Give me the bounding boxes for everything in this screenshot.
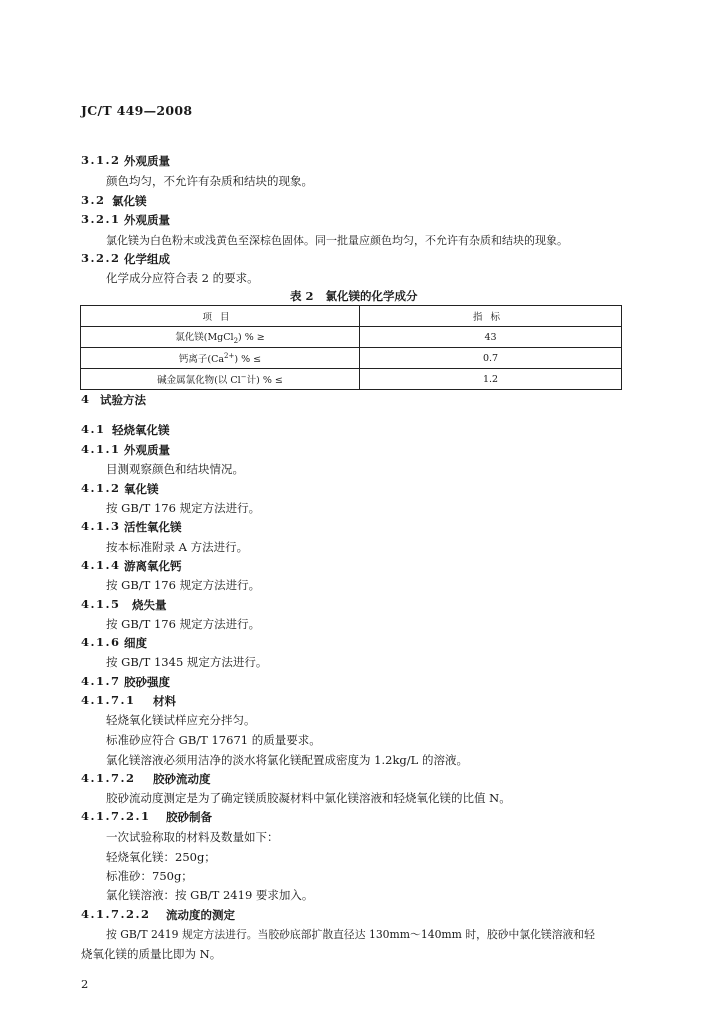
section-number: 4.1.3	[81, 519, 121, 533]
section-title: 外观质量	[124, 154, 170, 168]
cell-superscript: −	[240, 372, 247, 381]
section-title: 外观质量	[124, 213, 170, 227]
section-title: 氯化镁	[112, 194, 147, 208]
section-title: 烧失量	[132, 598, 167, 612]
document-code-header: JC/T 449—2008	[81, 103, 193, 118]
column-header-item: 项目	[81, 306, 360, 327]
table-cell-value: 0.7	[360, 348, 622, 369]
section-title: 细度	[124, 636, 147, 650]
section-number: 3.2.2	[81, 251, 121, 265]
cell-superscript: 2+	[224, 351, 235, 360]
table-caption: 表 2 氯化镁的化学成分	[290, 289, 418, 303]
chemical-composition-table	[80, 305, 622, 390]
paragraph: 按 GB/T 176 规定方法进行。	[106, 617, 261, 631]
section-number: 4.1.7.2	[81, 771, 136, 785]
section-title: 活性氧化镁	[124, 520, 182, 534]
table-cell-value: 43	[360, 327, 622, 348]
section-number: 3.2.1	[81, 212, 121, 226]
paragraph: 氯化镁溶液：按 GB/T 2419 要求加入。	[106, 888, 314, 902]
cell-text: 钙离子(Ca	[178, 354, 225, 365]
table-row	[81, 348, 622, 369]
table-cell-item	[81, 348, 360, 369]
page-number: 2	[81, 977, 89, 991]
table-row	[81, 369, 622, 390]
section-number: 4.1.6	[81, 635, 121, 649]
cell-text: 计) % ≤	[246, 375, 283, 386]
section-title: 胶砂流动度	[153, 772, 211, 786]
section-title: 外观质量	[124, 443, 170, 457]
table-cell-item	[81, 327, 360, 348]
section-title: 试验方法	[100, 393, 146, 407]
paragraph: 轻烧氧化镁：250g；	[106, 850, 216, 864]
cell-text: ) % ≥	[238, 332, 265, 344]
section-title: 胶砂强度	[124, 675, 170, 689]
table-cell-value: 1.2	[360, 369, 622, 390]
cell-text: 碱金属氯化物(以 Cl	[157, 375, 241, 386]
section-number: 4.1.7.2.1	[81, 809, 151, 823]
section-number: 4.1.2	[81, 481, 121, 495]
section-title: 胶砂制备	[166, 810, 212, 824]
section-title: 轻烧氧化镁	[112, 423, 170, 437]
section-number: 4.1.7.1	[81, 693, 136, 707]
table-header-row	[81, 306, 622, 327]
paragraph: 氯化镁溶液必须用洁净的淡水将氯化镁配置成密度为 1.2kg/L 的溶液。	[106, 753, 468, 767]
paragraph: 标准砂应符合 GB/T 17671 的质量要求。	[106, 733, 321, 747]
paragraph: 轻烧氧化镁试样应充分拌匀。	[106, 713, 256, 727]
section-title: 流动度的测定	[166, 908, 235, 922]
section-number: 4.1.5	[81, 597, 121, 611]
column-header-value: 指标	[360, 306, 622, 327]
cell-text: ) % ≤	[234, 354, 262, 365]
section-number: 4.1.4	[81, 558, 121, 572]
section-title: 氧化镁	[124, 482, 159, 496]
paragraph: 按 GB/T 1345 规定方法进行。	[106, 655, 268, 669]
section-number: 4	[81, 392, 91, 406]
section-title: 化学组成	[124, 252, 170, 266]
cell-text: 氯化镁(MgCl	[175, 332, 234, 344]
paragraph: 一次试验称取的材料及数量如下：	[106, 830, 279, 844]
section-title: 游离氧化钙	[124, 559, 182, 573]
section-title: 材料	[153, 694, 176, 708]
section-number: 4.1.7	[81, 674, 121, 688]
paragraph: 胶砂流动度测定是为了确定镁质胶凝材料中氯化镁溶液和轻烧氧化镁的比值 N。	[106, 791, 511, 805]
paragraph: 氯化镁为白色粉末或浅黄色至深棕色固体。同一批量应颜色均匀，不允许有杂质和结块的现象。	[106, 234, 568, 247]
section-number: 4.1.7.2.2	[81, 907, 151, 921]
paragraph: 按本标准附录 A 方法进行。	[106, 540, 249, 554]
section-number: 4.1	[81, 422, 106, 436]
section-number: 4.1.1	[81, 442, 121, 456]
section-number: 3.1.2	[81, 153, 121, 167]
cell-subscript: 2	[233, 336, 239, 345]
paragraph: 颜色均匀，不允许有杂质和结块的现象。	[106, 174, 313, 188]
paragraph: 按 GB/T 176 规定方法进行。	[106, 578, 261, 592]
table-row	[81, 327, 622, 348]
paragraph: 按 GB/T 176 规定方法进行。	[106, 501, 261, 515]
paragraph: 烧氧化镁的质量比即为 N。	[81, 947, 222, 961]
paragraph: 化学成分应符合表 2 的要求。	[106, 271, 259, 285]
paragraph: 目测观察颜色和结块情况。	[106, 462, 244, 476]
paragraph: 按 GB/T 2419 规定方法进行。当胶砂底部扩散直径达 130mm～140mm 时，胶砂中氯化镁溶液和轻	[106, 928, 595, 941]
table-cell-item	[81, 369, 360, 390]
section-number: 3.2	[81, 193, 106, 207]
paragraph: 标准砂：750g；	[106, 869, 193, 883]
